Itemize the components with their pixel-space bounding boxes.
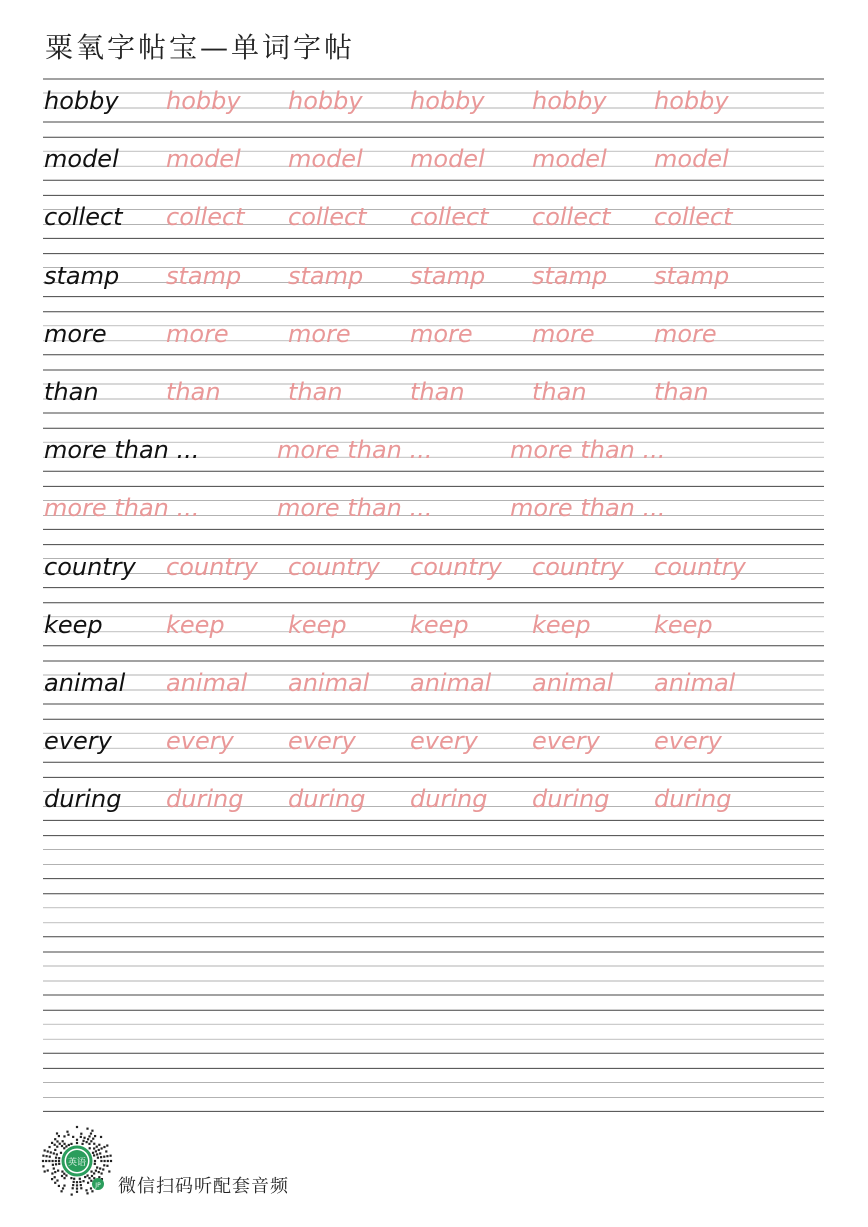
trace-word: animal xyxy=(288,669,370,697)
trace-word: hobby xyxy=(654,87,729,115)
practice-row xyxy=(0,721,868,779)
trace-word: more xyxy=(410,319,473,348)
trace-word: country xyxy=(288,552,380,581)
qr-sub-badge-text: JP xyxy=(95,1182,101,1189)
trace-word: stamp xyxy=(166,261,242,290)
practice-row xyxy=(0,547,868,605)
trace-word: keep xyxy=(288,610,347,639)
trace-word: country xyxy=(532,552,624,581)
practice-row xyxy=(0,663,868,721)
footer xyxy=(40,1124,440,1204)
qr-code-icon[interactable] xyxy=(40,1124,114,1198)
model-word: more xyxy=(44,319,107,348)
trace-word: hobby xyxy=(288,87,363,115)
model-word: country xyxy=(44,552,136,581)
trace-word: during xyxy=(654,785,732,814)
trace-word: collect xyxy=(654,203,733,232)
practice-row xyxy=(0,197,868,255)
trace-word: every xyxy=(654,727,722,756)
trace-word: keep xyxy=(410,610,469,639)
trace-word: every xyxy=(410,727,478,756)
model-word: every xyxy=(44,727,112,756)
trace-word: than xyxy=(654,378,709,406)
trace-word: animal xyxy=(410,669,492,697)
practice-row xyxy=(0,256,868,314)
model-word: during xyxy=(44,785,122,814)
trace-word: than xyxy=(532,378,587,406)
practice-row xyxy=(0,372,868,430)
model-word: keep xyxy=(44,610,103,639)
trace-word: keep xyxy=(654,610,713,639)
trace-word: collect xyxy=(532,203,611,232)
practice-row xyxy=(0,430,868,488)
trace-word: animal xyxy=(166,669,248,697)
practice-row xyxy=(0,779,868,837)
trace-word: every xyxy=(166,727,234,756)
trace-word: than xyxy=(288,378,343,406)
trace-word: during xyxy=(532,785,610,814)
trace-word: during xyxy=(166,785,244,814)
trace-word: stamp xyxy=(654,261,730,290)
trace-word: hobby xyxy=(166,87,241,115)
trace-word: every xyxy=(532,727,600,756)
trace-word: more than ... xyxy=(510,436,666,465)
practice-row xyxy=(0,488,868,546)
trace-word: stamp xyxy=(410,261,486,290)
trace-word: model xyxy=(410,145,485,174)
practice-row xyxy=(0,605,868,663)
trace-word: animal xyxy=(654,669,736,697)
trace-word: every xyxy=(288,727,356,756)
trace-word: hobby xyxy=(410,87,485,115)
trace-word: more than ... xyxy=(510,494,666,523)
trace-word: collect xyxy=(288,203,367,232)
trace-word: more xyxy=(288,319,351,348)
practice-row xyxy=(0,81,868,139)
model-word: collect xyxy=(44,203,123,232)
trace-word: keep xyxy=(532,610,591,639)
trace-word: more xyxy=(654,319,717,348)
trace-word: more xyxy=(166,319,229,348)
trace-word: more than ... xyxy=(277,436,433,465)
model-word: more than ... xyxy=(44,436,200,465)
model-word: model xyxy=(44,145,119,174)
trace-word: more xyxy=(532,319,595,348)
trace-word: more than ... xyxy=(277,494,433,523)
trace-word: collect xyxy=(410,203,489,232)
trace-word: stamp xyxy=(288,261,364,290)
practice-row xyxy=(0,139,868,197)
trace-word: country xyxy=(410,552,502,581)
page-title: 粟氧字帖宝—单词字帖 xyxy=(45,31,356,64)
trace-word: during xyxy=(410,785,488,814)
trace-word: than xyxy=(166,378,221,406)
qr-badge-text: 英语 xyxy=(67,1158,87,1168)
trace-word: country xyxy=(654,552,746,581)
trace-word: than xyxy=(410,378,465,406)
trace-word: more than ... xyxy=(44,494,200,523)
trace-word: during xyxy=(288,785,366,814)
trace-word: collect xyxy=(166,203,245,232)
trace-word: model xyxy=(288,145,363,174)
model-word: stamp xyxy=(44,261,120,290)
trace-word: model xyxy=(166,145,241,174)
trace-word: hobby xyxy=(532,87,607,115)
model-word: hobby xyxy=(44,87,119,115)
trace-word: model xyxy=(532,145,607,174)
trace-word: country xyxy=(166,552,258,581)
trace-word: keep xyxy=(166,610,225,639)
model-word: animal xyxy=(44,669,126,697)
model-word: than xyxy=(44,378,99,406)
trace-word: animal xyxy=(532,669,614,697)
trace-word: stamp xyxy=(532,261,608,290)
practice-row xyxy=(0,314,868,372)
footer-instruction: 微信扫码听配套音频 xyxy=(118,1176,289,1197)
trace-word: model xyxy=(654,145,729,174)
